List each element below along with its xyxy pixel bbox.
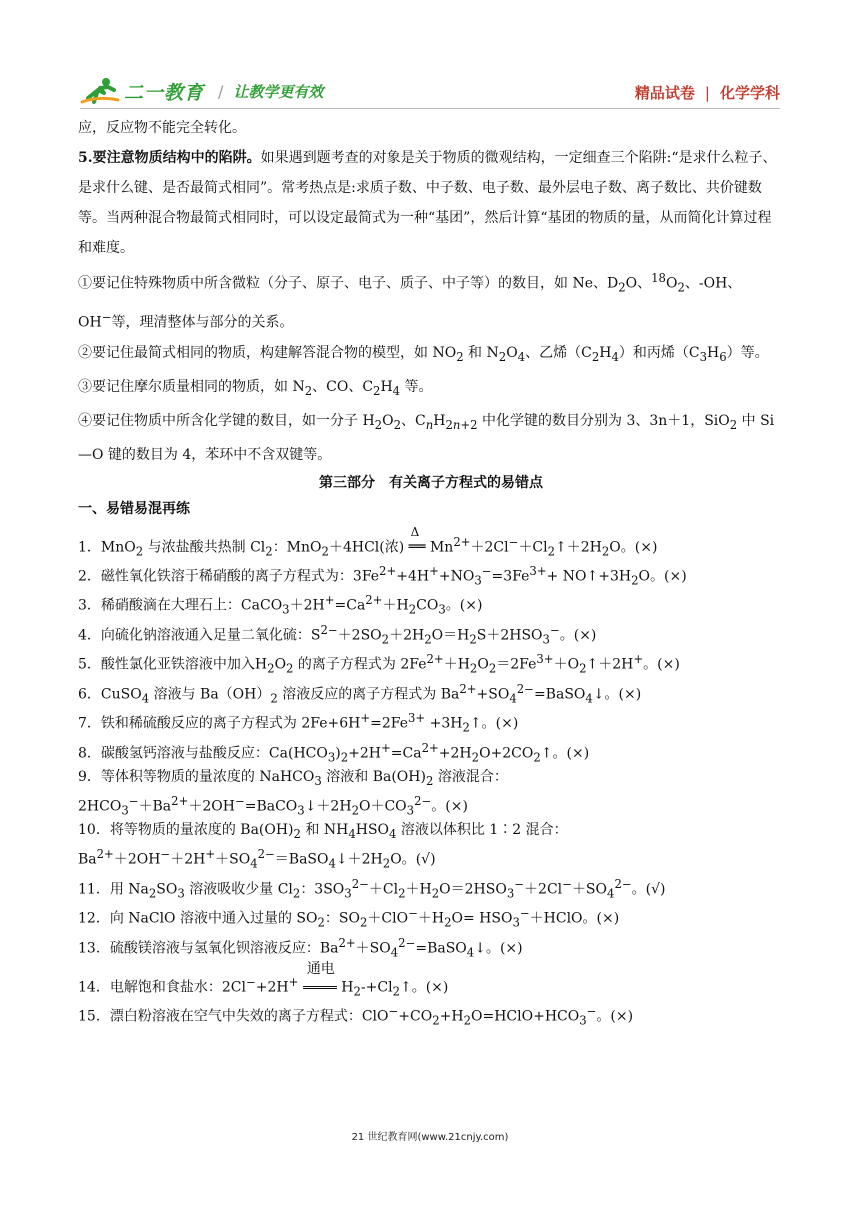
- page-header: [0, 0, 860, 112]
- page-content: [78, 113, 784, 1031]
- question-10: 10．将等物质的量浓度的 $Ba(OH)_2$ 和 $NH_4HSO_4$ 溶液以体积比 1∶2 混合：: [78, 822, 568, 842]
- answer-mark: (×): [495, 715, 519, 732]
- section-title: 第三部分 有关离子方程式的易错点: [319, 474, 543, 491]
- answer-mark: (×): [596, 910, 620, 927]
- answer-mark: (×): [610, 1009, 634, 1026]
- question-5: 5．酸性氯化亚铁溶液中加入$H_2O_2$ 的离子方程式为 $2Fe^{2+}+H_2O_2=2Fe^{3+}+O_2↑+2H^+$。(×): [78, 652, 680, 676]
- question-2: 2．磁性氧化铁溶于稀硝酸的离子方程式为：$3Fe^{2+}+4H^++NO_3^-=3Fe^{3+}+$ $NO↑+3H_2O$。(×): [78, 563, 687, 588]
- question-9-equation: $2HCO_3^-+Ba^{2+}+2OH^-=BaCO_3↓+2H_2O+CO_3^{2-}$。(×): [78, 793, 468, 818]
- runner-logo-icon: [80, 76, 120, 106]
- brand-name: 二一教育: [124, 81, 205, 104]
- answer-mark: (×): [459, 598, 483, 615]
- question-1: 1．MnO$_2$ 与浓盐酸共热制 $Cl_2$：MnO$_2$＋4HCl(浓) Δ ══ $Mn^{2+}+2Cl^-+Cl_2↑+2H_2O$。(×): [78, 525, 658, 558]
- question-13: 13．硫酸镁溶液与氢氧化钡溶液反应：$Ba^{2+}+SO_4^{2-}=BaSO_4↓$。(×): [78, 935, 523, 959]
- answer-mark: (×): [634, 539, 658, 556]
- answer-mark: (√): [415, 851, 436, 868]
- answer-mark: (×): [499, 940, 523, 957]
- point-2: ②要记住最简式相同的物质，构建解答混合物的模型，如 $NO_2$ 和 $N_2O_4$、乙烯$(C_2H_4)$和丙烯$(C_3H_6)$等。: [78, 345, 769, 364]
- question-4: 4．向硫化钠溶液通入足量二氧化硫：$S^{2-}+2SO_2+2H_2O=H_2S+2HSO_3^-$。(×): [78, 622, 597, 647]
- answer-mark: (×): [425, 979, 449, 996]
- header-paper-type: 精品试卷: [634, 84, 695, 102]
- header-rule: [80, 108, 780, 109]
- paragraph-5-body: 如果遇到题考查的对象是关于物质的微观结构，一定细查三个陷阱:“是求什么粒子、是求什么键、是否最简式相同”。常考热点是:求质子数、中子数、电子数、最外层电子数、离子数比、共价键数等。当两种混合物最简式相同时，可以设定最简式为一种“基团”，然后计算“基团的物质的量，从而简化计算过程和难度。: [78, 150, 777, 256]
- answer-mark: (×): [618, 686, 642, 703]
- brand-slogan: 让教学更有效: [233, 82, 324, 101]
- paragraph-5-title: 5.要注意物质结构中的陷阱。: [78, 150, 261, 166]
- electrolysis-symbol: 通电: [303, 978, 337, 998]
- header-slash: /: [218, 81, 224, 101]
- point-4: ④要记住物质中所含化学键的数目，如一分子 $H_2O_2$、$C_nH_{2n+2}$ 中化学键的数目分别为 3、3n＋1，SiO$_2$ 中 Si—O 键的数目为 4，苯环中不含双键等。: [78, 412, 775, 463]
- point-1: ①要记住特殊物质中所含微粒（分子、原子、电子、质子、中子等）的数目，如 Ne、$D_2O$、$^{18}O_2$、-OH、OH−等，理清整体与部分的关系。: [78, 271, 742, 332]
- header-subject: [635, 82, 780, 103]
- answer-mark: (×): [445, 798, 468, 815]
- paragraph-5: [78, 143, 784, 263]
- answer-mark: (×): [566, 745, 590, 762]
- header-subject-name: 化学学科: [719, 84, 780, 102]
- question-14: 14．电解饱和食盐水：2Cl−+2H+ 通电 $H_2-+Cl_2↑$。(×): [78, 960, 449, 999]
- question-9: 9．等体积等物质的量浓度的 NaHCO$_3$ 溶液和 $Ba(OH)_2$ 溶液混合：: [78, 769, 508, 788]
- question-15: 15．漂白粉溶液在空气中失效的离子方程式：$ClO^-+CO_2+H_2O=HClO+HCO_3^-$。(×): [78, 1004, 634, 1028]
- question-7: 7．铁和稀硫酸反应的离子方程式为 $2Fe+6H^+=2Fe^{3+}$ $+3H_2↑$。(×): [78, 711, 519, 735]
- question-6: 6．CuSO$_4$ 溶液与 $Ba(OH)_2$ 溶液反应的离子方程式为 $Ba^{2+}+SO_4^{2-}=BaSO_4↓$。(×): [78, 681, 642, 706]
- answer-mark: (×): [657, 656, 680, 673]
- question-3: 3．稀硝酸滴在大理石上：$CaCO_3+2H^+=Ca^{2+}+H_2CO_3$。(×): [78, 593, 483, 617]
- logo: [80, 76, 323, 106]
- heading-practice: 一、易错易混再练: [78, 500, 190, 517]
- heat-symbol: Δ ══: [408, 525, 426, 556]
- question-10-equation: $Ba^{2+}+2OH^-+2H^++SO_4^{2-}=BaSO_4↓+2H_2O$。(√): [78, 847, 436, 871]
- answer-mark: (×): [664, 568, 687, 585]
- header-divider: |: [704, 84, 710, 102]
- point-3: ③要记住摩尔质量相同的物质，如 $N_2$、CO、$C_2H_4$ 等。: [78, 378, 433, 398]
- question-12: 12．向 NaClO 溶液中通入过量的 $SO_2$：$SO_2+ClO^-+H_2O=$ $HSO_3^-+HClO$。(×): [78, 906, 620, 930]
- answer-mark: (√): [645, 881, 666, 898]
- question-11: 11．用 $Na_2SO_3$ 溶液吸收少量 $Cl_2$：$3SO_3^{2-}+Cl_2+H_2O=2HSO_3^-+2Cl^-+SO_4^{2-}$。(√): [78, 876, 666, 901]
- paragraph-continuation: 应，反应物不能完全转化。: [78, 120, 246, 136]
- answer-mark: (×): [573, 627, 597, 644]
- question-8: 8．碳酸氢钙溶液与盐酸反应：$Ca(HCO_3)_2+2H^+=Ca^{2+}+2H_2O+2CO_2↑$。(×): [78, 740, 590, 765]
- page-footer: 21 世纪教育网(www.21cnjy.com): [351, 1132, 509, 1143]
